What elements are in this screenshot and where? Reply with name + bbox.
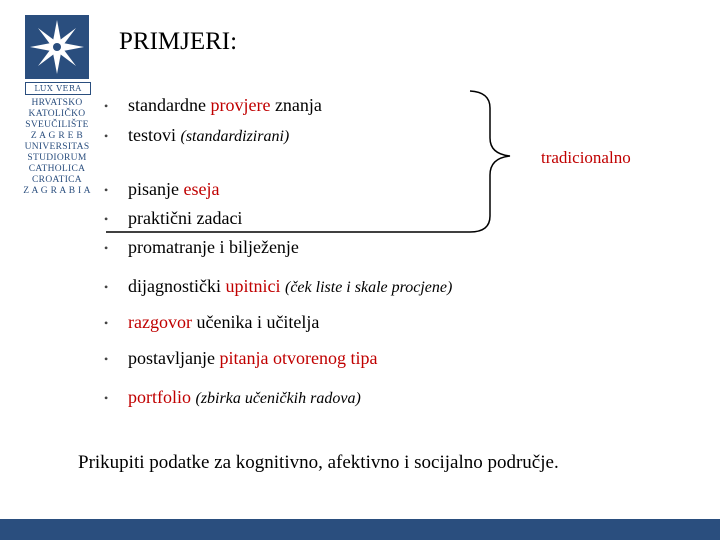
conclusion-text: Prikupiti podatke za kognitivno, afektivno i socijalno područje. — [78, 452, 559, 473]
logo-motto: LUX VERA — [25, 82, 91, 95]
bullet-icon: • — [104, 352, 109, 366]
bracket-label: tradicionalno — [541, 148, 631, 167]
bullet-icon: • — [104, 391, 109, 405]
star-emblem-icon — [25, 15, 89, 79]
slide-title: PRIMJERI: — [119, 28, 238, 55]
bullet-icon: • — [104, 316, 109, 330]
bullet-icon: • — [104, 183, 109, 197]
bullet-icon: • — [104, 241, 109, 255]
bullet-icon: • — [104, 129, 109, 143]
bullet-icon: • — [104, 212, 109, 226]
logo-university-name: HRVATSKO KATOLIČKO SVEUČILIŠTE Z A G R E B UNIVERSITAS STUDIORUM CATHOLICA CROATICA Z A G R A B I A — [23, 98, 91, 196]
footer-bar — [0, 519, 720, 540]
university-logo — [22, 15, 92, 197]
bullet-icon: • — [104, 280, 109, 294]
bullet-icon: • — [104, 99, 109, 113]
